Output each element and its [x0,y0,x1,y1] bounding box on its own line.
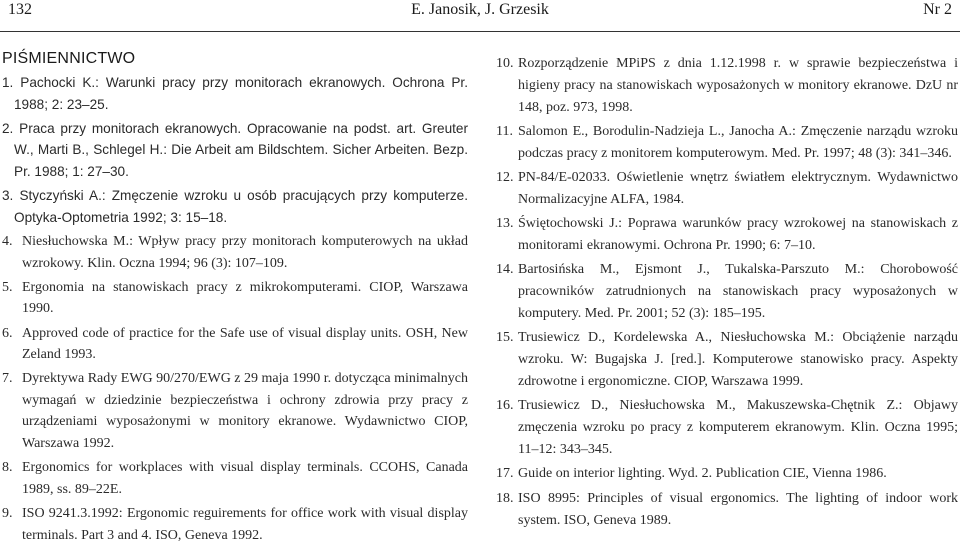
reference-number: 6. [2,325,13,341]
reference-item [2,368,468,454]
reference-number: 2. [2,120,14,136]
reference-number: 10. [496,56,514,71]
reference-item [496,213,958,257]
references-right-column [496,53,958,534]
reference-item [2,457,468,500]
reference-text: ISO 9241.3.1992: Ergonomic reguirements for office work with visual display terminals. Part 3 and 4. ISO, Geneva 1992. [22,506,468,543]
reference-text: Styczyński A.: Zmęczenie wzroku u osób pracujących przy komputerze. Optyka-Optometria 1992; 3: 15–18. [14,188,468,225]
reference-item [496,327,958,393]
reference-text: PN-84/E-02033. Oświetlenie wnętrz światłem elektrycznym. Wydawnictwo Normalizacyjne ALFA, 1984. [518,170,958,208]
reference-text: Bartosińska M., Ejsmont J., Tukalska-Parszuto M.: Chorobowość pracowników zatrudnionych na stanowiskach pracy wyposażonych w komputery. Med. Pr. 2001; 52 (3): 185–195. [518,262,958,322]
reference-text: Świętochowski J.: Poprawa warunków pracy wzrokowej na stanowiskach z monitorami ekranowymi. Ochrona Pr. 1990; 6: 7–10. [518,216,958,254]
running-head-authors: E. Janosik, J. Grzesik [411,1,549,18]
reference-item [496,395,958,461]
section-title: PIŚMIENNICTWO [2,50,136,67]
reference-item [2,277,468,320]
reference-text: Dyrektywa Rady EWG 90/270/EWG z 29 maja 1990 r. dotycząca minimalnych wymagań w dziedzinie bezpieczeństwa i ochrony zdrowia przy pracy z urządzeniami wyposażonymi w monitory ekranowe. Wydawnictwo CIOP, Warszawa 1992. [22,371,468,452]
reference-number: 13. [496,216,514,232]
reference-number: 16. [496,398,514,414]
reference-text: Niesłuchowska M.: Wpływ pracy przy monitorach komputerowych na układ wzrokowy. Klin. Oczna 1994; 96 (3): 107–109. [22,233,468,271]
reference-item [2,72,468,115]
reference-item [2,185,468,228]
reference-number: 5. [2,279,13,295]
reference-text: Salomon E., Borodulin-Nadzieja L., Janocha A.: Zmęczenie narządu wzroku podczas pracy z monitorem komputerowym. Med. Pr. 1997; 48 (3): 341–346. [518,124,958,161]
reference-item [2,231,468,274]
reference-number: 1. [2,75,14,90]
reference-number: 14. [496,262,514,278]
reference-text: Ergonomia na stanowiskach pracy z mikrokomputerami. CIOP, Warszawa 1990. [22,279,468,317]
reference-text: Pachocki K.: Warunki pracy przy monitorach ekranowych. Ochrona Pr. 1988; 2: 23–25. [14,75,468,112]
reference-item [2,118,468,183]
reference-item [496,53,958,119]
reference-item [496,167,958,211]
reference-item [496,259,958,325]
reference-number: 12. [496,170,514,186]
reference-text: Trusiewicz D., Niesłuchowska M., Makuszewska-Chętnik Z.: Objawy zmęczenia wzroku po pracy z komputerem ekranowym. Klin. Oczna 1995; 11–12: 343–345. [518,398,958,458]
references-left-column [2,48,468,549]
reference-text: Guide on interior lighting. Wyd. 2. Publication CIE, Vienna 1986. [518,466,887,482]
reference-number: 9. [2,506,13,522]
reference-text: Rozporządzenie MPiPS z dnia 1.12.1998 r. w sprawie bezpieczeństwa i higieny pracy na stanowiskach wyposażonych w monitory ekranowe. DzU nr 148, poz. 973, 1998. [518,56,958,115]
reference-item [2,503,468,546]
reference-number: 17. [496,466,514,482]
issue-number: Nr 2 [923,1,952,18]
reference-item [2,323,468,366]
reference-number: 8. [2,460,13,476]
reference-text: Praca przy monitorach ekranowych. Opracowanie na podst. art. Greuter W., Marti B., Schlegel H.: Die Arbeit am Bildschtem. Sicher Arbeiten. Bezp. Pr. 1988; 1: 27–30. [14,120,469,179]
reference-number: 15. [496,330,514,346]
reference-number: 7. [2,371,13,387]
page-number: 132 [8,1,32,18]
reference-text: ISO 8995: Principles of visual ergonomics. The lighting of indoor work system. ISO, Geneva 1989. [518,490,958,528]
reference-text: Ergonomics for workplaces with visual display terminals. CCOHS, Canada 1989, ss. 89–22E. [22,460,468,497]
reference-item [496,121,958,165]
reference-item [496,463,958,485]
reference-number: 3. [2,188,14,204]
reference-text: Approved code of practice for the Safe use of visual display units. OSH, New Zeland 1993. [22,325,468,363]
reference-number: 18. [496,490,514,506]
reference-text: Trusiewicz D., Kordelewska A., Niesłuchowska M.: Obciążenie narządu wzroku. W: Bugajska J. [red.]. Komputerowe stanowisko pracy. Aspekty zdrowotne i ergonomiczne. CIOP, Warszawa 1999. [518,330,958,390]
header-rule [0,31,960,32]
reference-number: 4. [2,233,13,249]
reference-item [496,488,958,532]
page-header [0,0,960,30]
reference-number: 11. [496,124,513,140]
